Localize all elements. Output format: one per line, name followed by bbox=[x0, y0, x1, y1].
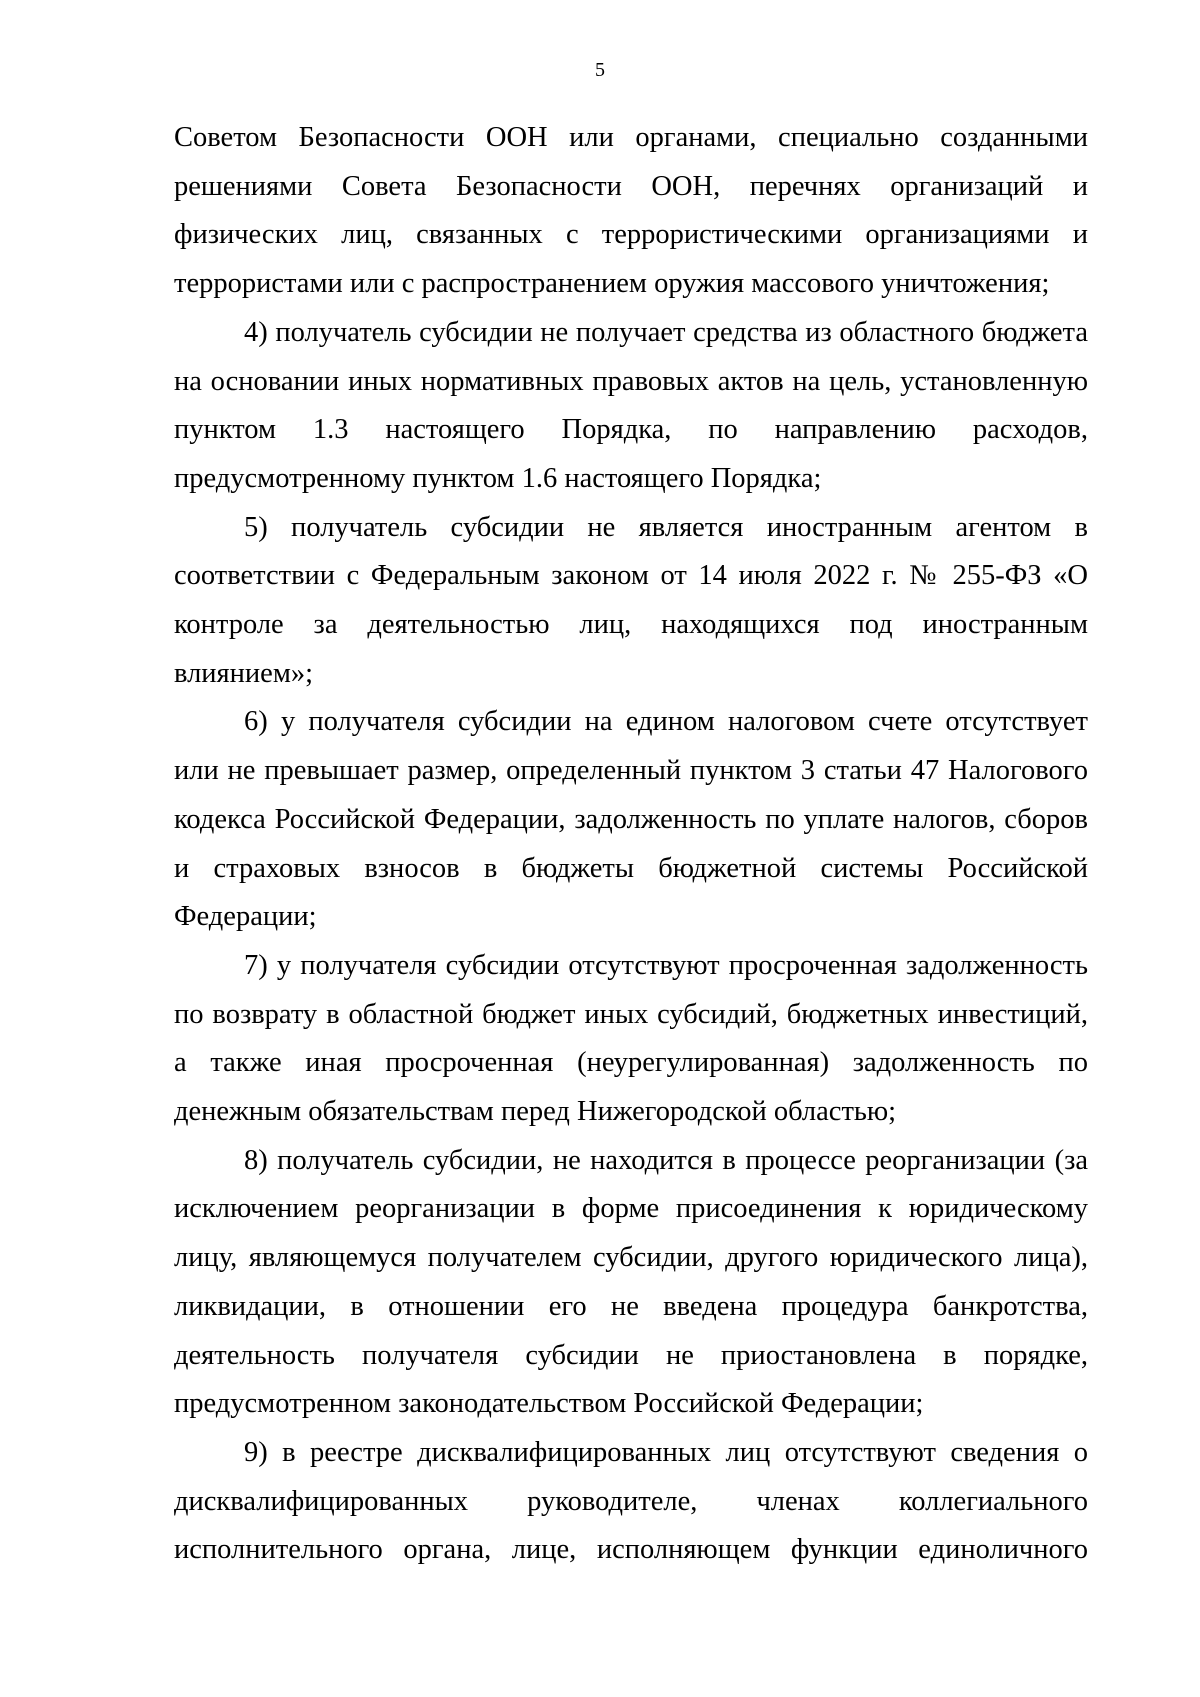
page-number: 5 bbox=[595, 59, 605, 81]
paragraph-item-7: 7) у получателя субсидии отсутствуют просроченная задолженность по возврату в областной бюджет иных субсидий, бюджетных инвестиций, а также иная просроченная (неурегулированная) задолженность по денежным обязательствам перед Нижегородской областью; bbox=[174, 949, 1088, 1128]
document-body bbox=[174, 114, 1088, 1575]
paragraph-item-5: 5) получатель субсидии не является иностранным агентом в соответствии с Федеральным законом от 14 июля 2022 г. № 255-ФЗ «О контроле за деятельностью лиц, находящихся под иностранным влиянием»; bbox=[174, 511, 1088, 689]
paragraph-item-6: 6) у получателя субсидии на едином налоговом счете отсутствует или не превышает размер, определенный пунктом 3 статьи 47 Налогового кодекса Российской Федерации, задолженность по уплате налогов, сборов и страховых взносов в бюджеты бюджетной системы Российской Федерации; bbox=[174, 706, 1088, 933]
paragraph-continuation: Советом Безопасности ООН или органами, специально созданными решениями Совета Безопасности ООН, перечнях организаций и физических лиц, связанных с террористическими организациями и террористами или с распространением оружия массового уничтожения; bbox=[174, 122, 1088, 300]
paragraph-item-8: 8) получатель субсидии, не находится в процессе реорганизации (за исключением реорганизации в форме присоединения к юридическому лицу, являющемуся получателем субсидии, другого юридического лица), ликвидации, в отношении его не введена процедура банкротства, деятельность получателя субсидии не приостановлена в порядке, предусмотренном законодательством Российской Федерации; bbox=[174, 1144, 1088, 1420]
paragraph-item-4: 4) получатель субсидии не получает средства из областного бюджета на основании иных нормативных правовых актов на цель, установленную пунктом 1.3 настоящего Порядка, по направлению расходов, предусмотренному пунктом 1.6 настоящего Порядка; bbox=[174, 316, 1088, 494]
paragraph-item-9: 9) в реестре дисквалифицированных лиц отсутствуют сведения о дисквалифицированных руководителе, членах коллегиального исполнительного органа, лице, исполняющем функции единоличного bbox=[174, 1436, 1088, 1566]
